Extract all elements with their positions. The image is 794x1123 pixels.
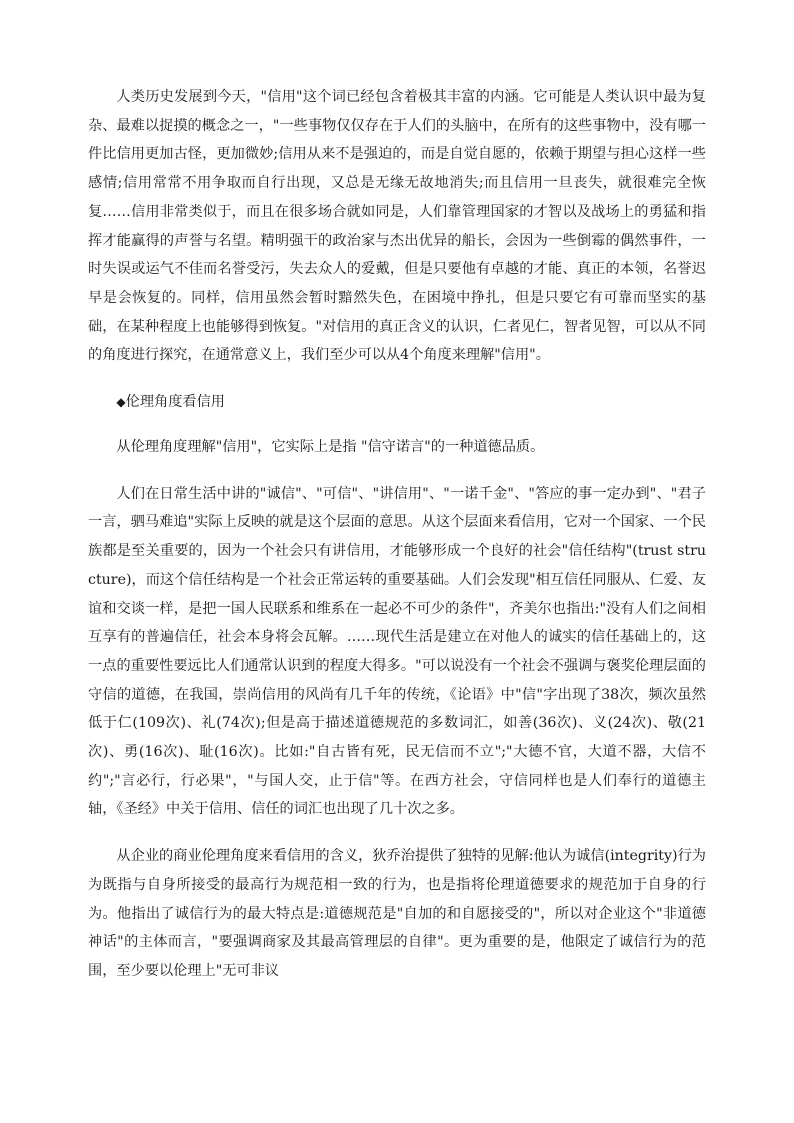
- ethics-society-paragraph: 人们在日常生活中讲的"诚信"、"可信"、"讲信用"、"一诺千金"、"答应的事一定办到"、"君子一言，驷马难追"实际上反映的就是这个层面的意思。从这个层面来看信用，它对一个国家、一个民族都是至关重要的，因为一个社会只有讲信用，才能够形成一个良好的社会"信任结构"(trust structure)，而这个信任结构是一个社会正常运转的重要基础。人们会发现"相互信任同服从、仁爱、友谊和交谈一样，是把一国人民联系和维系在一起必不可少的条件"，齐美尔也指出:"没有人们之间相互享有的普遍信任，社会本身将会瓦解。……现代生活是建立在对他人的诚实的信任基础上的，这一点的重要性要远比人们通常认识到的程度大得多。"可以说没有一个社会不强调与褒奖伦理层面的守信的道德，在我国，崇尚信用的风尚有几千年的传统，《论语》中"信"字出现了38次，频次虽然低于仁(109次)、礼(74次);但是高于描述道德规范的多数词汇，如善(36次)、义(24次)、敬(21次)、勇(16次)、耻(16次)。比如:"自古皆有死，民无信而不立";"大德不官，大道不器，大信不约";"言必行，行必果"，"与国人交，止于信"等。在西方社会，守信同样也是人们奉行的道德主轴，《圣经》中关于信用、信任的词汇也出现了几十次之多。: [88, 485, 706, 818]
- ethics-definition-paragraph: 从伦理角度理解"信用"，它实际上是指 "信守诺言"的一种道德品质。: [116, 439, 545, 456]
- section-heading: [88, 388, 706, 416]
- section-heading-text: 伦理角度看信用: [125, 394, 225, 411]
- intro-paragraph: 人类历史发展到今天，"信用"这个词已经包含着极其丰富的内涵。它可能是人类认识中最为复杂、最难以捉摸的概念之一，"一些事物仅仅存在于人们的头脑中，在所有的这些事物中，没有哪一件比信用更加古怪，更加微妙;信用从来不是强迫的，而是自觉自愿的，依赖于期望与担心这样一些感情;信用常常不用争取而自行出现，又总是无缘无故地消失;而且信用一旦丧失，就很难完全恢复……信用非常类似于，而且在很多场合就如同是，人们靠管理国家的才智以及战场上的勇猛和指挥才能赢得的声誉与名望。精明强干的政治家与杰出优异的船长，会因为一些倒霉的偶然事件，一时失误或运气不佳而名誉受污，失去众人的爱戴，但是只要他有卓越的才能、真正的本领，名誉迟早是会恢复的。同样，信用虽然会暂时黯然失色，在困境中挣扎，但是只要它有可靠而坚实的基础，在某种程度上也能够得到恢复。"对信用的真正含义的认识，仁者见仁，智者见智，可以从不同的角度进行探究，在通常意义上，我们至少可以从4个角度来理解"信用"。: [88, 89, 706, 364]
- business-ethics-paragraph: 从企业的商业伦理角度来看信用的含义，狄乔治提供了独特的见解:他认为诚信(integrity)行为为既指与自身所接受的最高行为规范相一致的行为，也是指将伦理道德要求的规范加于自身的行为。他指出了诚信行为的最大特点是:道德规范是"自加的和自愿接受的"，所以对企业这个"非道德神话"的主体而言，"要强调商家及其最高管理层的自律"。更为重要的是，他限定了诚信行为的范围，至少要以伦理上"无可非议: [88, 848, 706, 979]
- diamond-bullet-icon: ◆: [116, 395, 126, 410]
